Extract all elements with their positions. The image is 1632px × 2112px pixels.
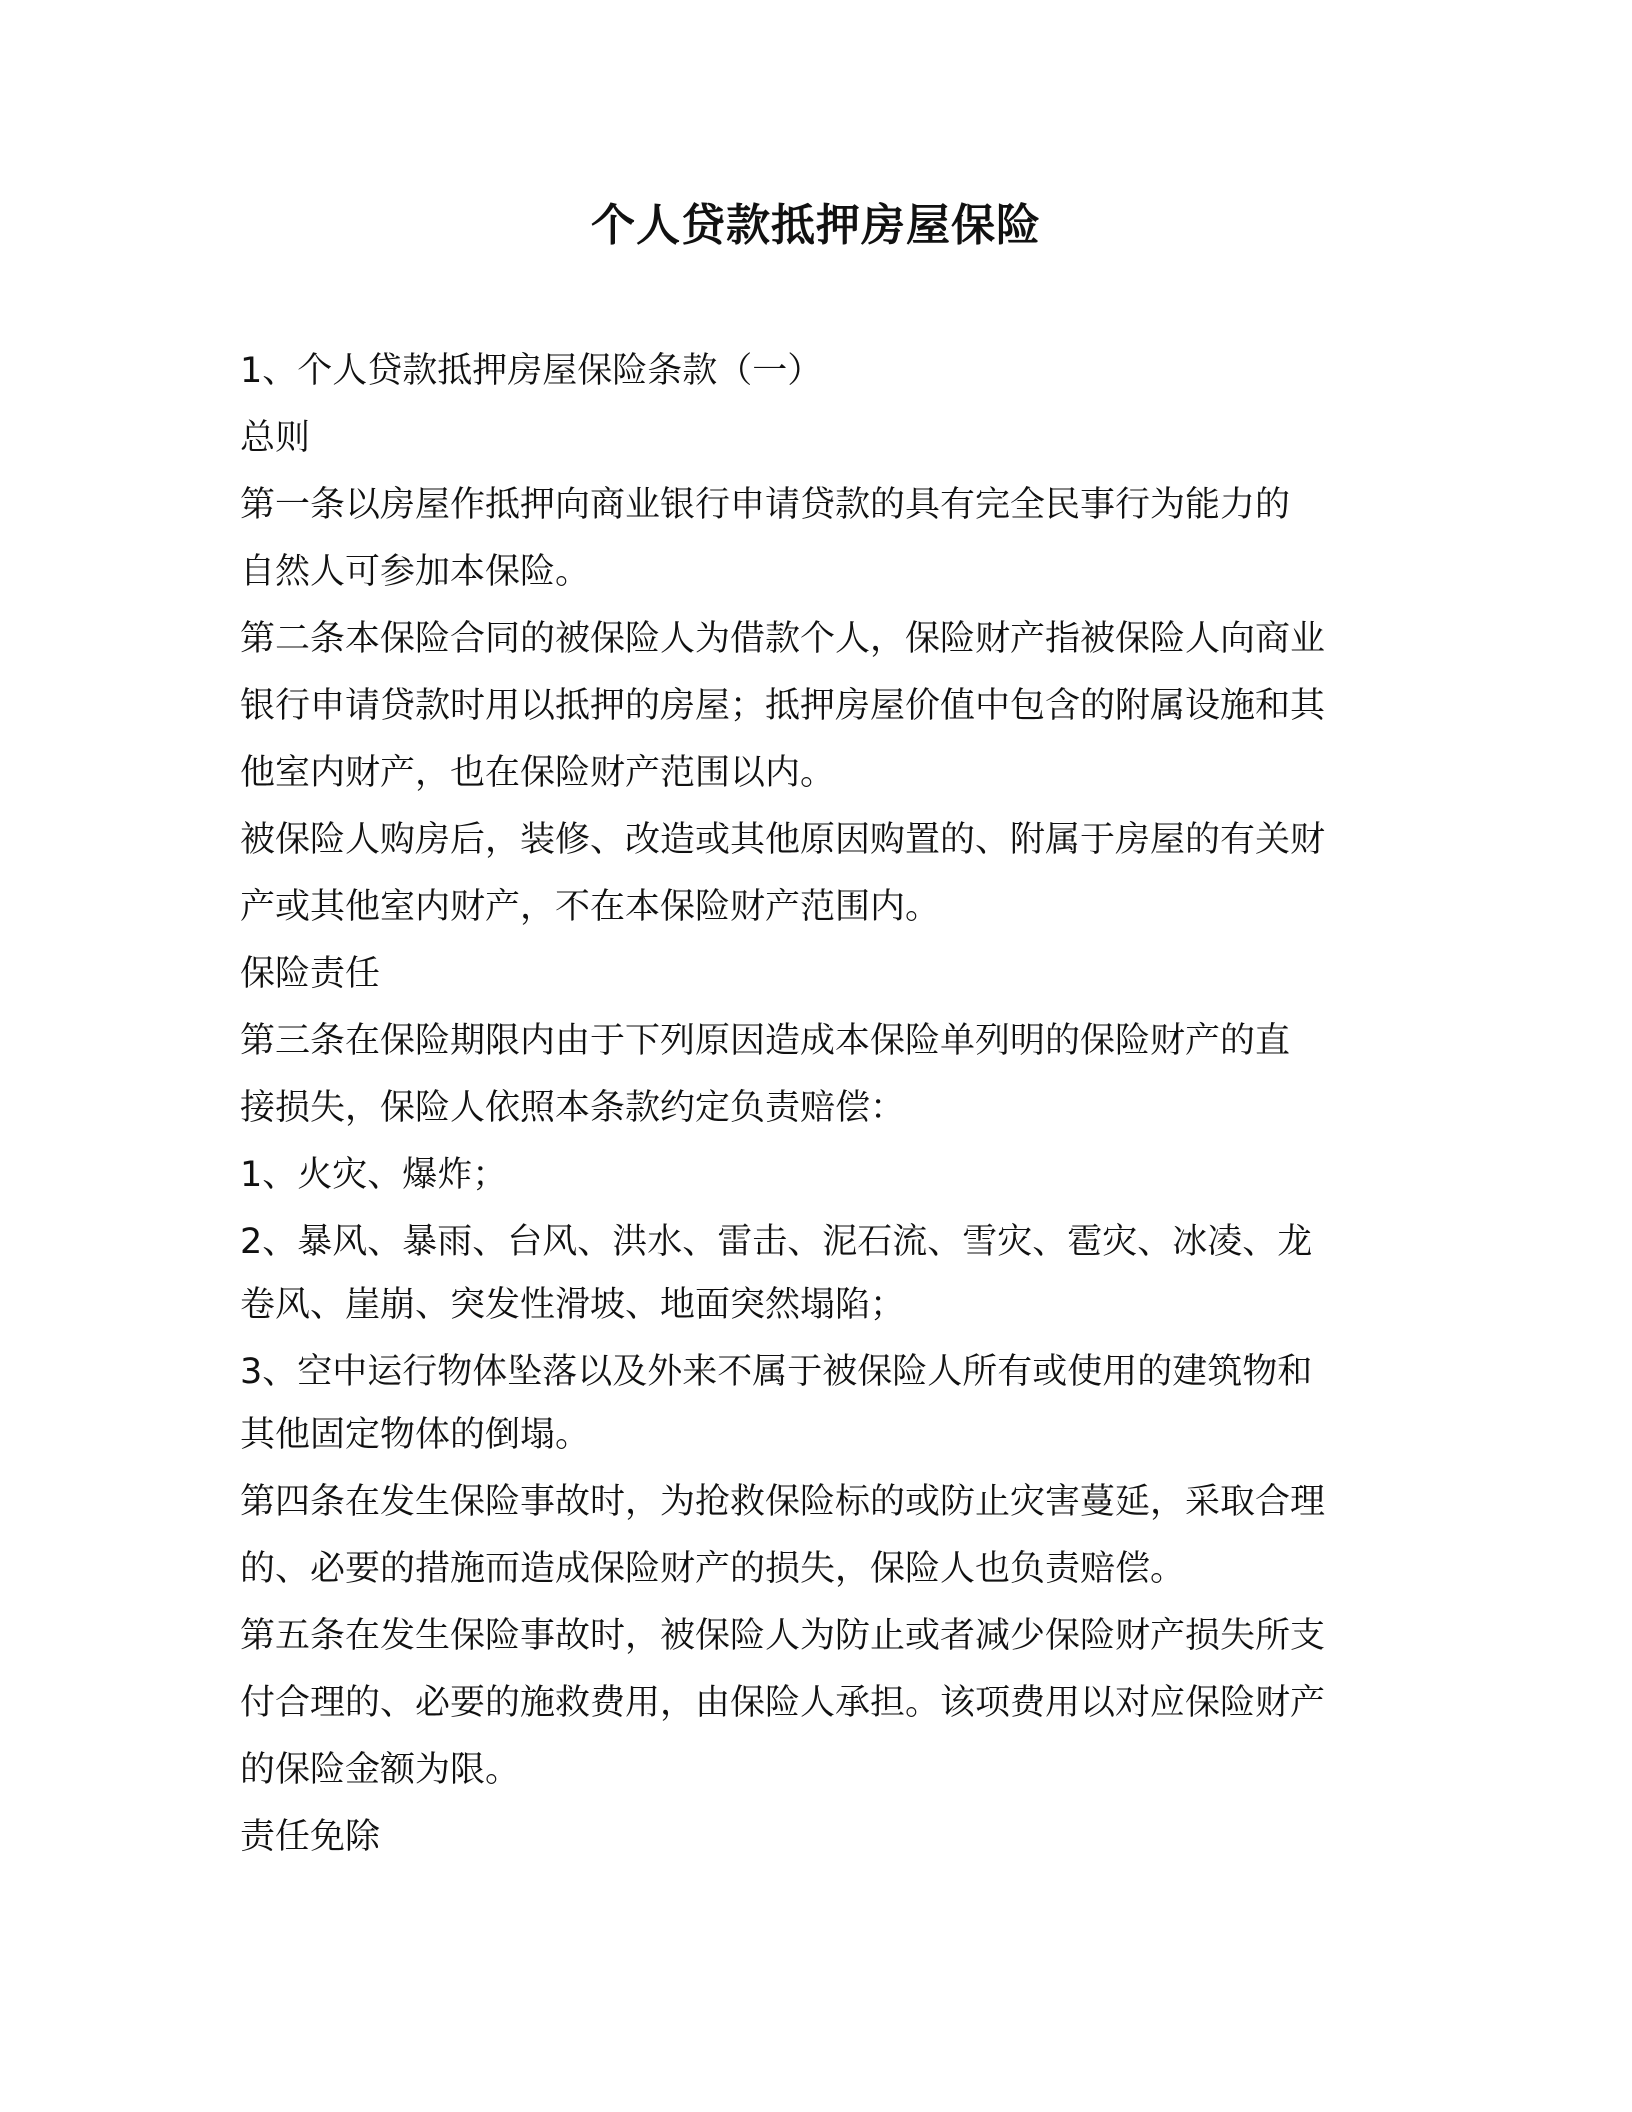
section-heading-general: 总则 [240, 418, 311, 458]
paragraph-line: 他室内财产，也在保险财产范围以内。 [240, 753, 836, 793]
paragraph-line: 第一条以房屋作抵押向商业银行申请贷款的具有完全民事行为能力的 [240, 485, 1291, 525]
document-body [240, 338, 1390, 1871]
section-heading-exclusions: 责任免除 [240, 1817, 381, 1857]
paragraph-line: 的、必要的措施而造成保险财产的损失，保险人也负责赔偿。 [240, 1549, 1186, 1589]
paragraph-line: 被保险人购房后，装修、改造或其他原因购置的、附属于房屋的有关财 [240, 820, 1326, 860]
paragraph-line: 银行申请贷款时用以抵押的房屋；抵押房屋价值中包含的附属设施和其 [240, 686, 1326, 726]
section-heading-liability: 保险责任 [240, 954, 381, 994]
paragraph-line: 自然人可参加本保险。 [240, 552, 591, 592]
list-item-continuation: 卷风、崖崩、突发性滑坡、地面突然塌陷； [240, 1285, 906, 1325]
list-item: 3、空中运行物体坠落以及外来不属于被保险人所有或使用的建筑物和 [240, 1352, 1313, 1392]
list-item: 1、火灾、爆炸； [240, 1155, 508, 1195]
paragraph-line: 的保险金额为限。 [240, 1750, 521, 1790]
paragraph-line: 第五条在发生保险事故时，被保险人为防止或者减少保险财产损失所支 [240, 1616, 1326, 1656]
paragraph-line: 付合理的、必要的施救费用，由保险人承担。该项费用以对应保险财产 [240, 1683, 1326, 1723]
section-heading-clause-1: 1、个人贷款抵押房屋保险条款（一） [240, 351, 823, 391]
paragraph-line: 第四条在发生保险事故时，为抢救保险标的或防止灾害蔓延，采取合理 [240, 1482, 1326, 1522]
paragraph-line: 产或其他室内财产，不在本保险财产范围内。 [240, 887, 941, 927]
list-item-continuation: 其他固定物体的倒塌。 [240, 1415, 591, 1455]
list-item: 2、暴风、暴雨、台风、洪水、雷击、泥石流、雪灾、雹灾、冰凌、龙 [240, 1222, 1313, 1262]
paragraph-line: 接损失，保险人依照本条款约定负责赔偿： [240, 1088, 906, 1128]
document-title: 个人贷款抵押房屋保险 [591, 200, 1041, 251]
paragraph-line: 第三条在保险期限内由于下列原因造成本保险单列明的保险财产的直 [240, 1021, 1291, 1061]
paragraph-line: 第二条本保险合同的被保险人为借款个人，保险财产指被保险人向商业 [240, 619, 1326, 659]
